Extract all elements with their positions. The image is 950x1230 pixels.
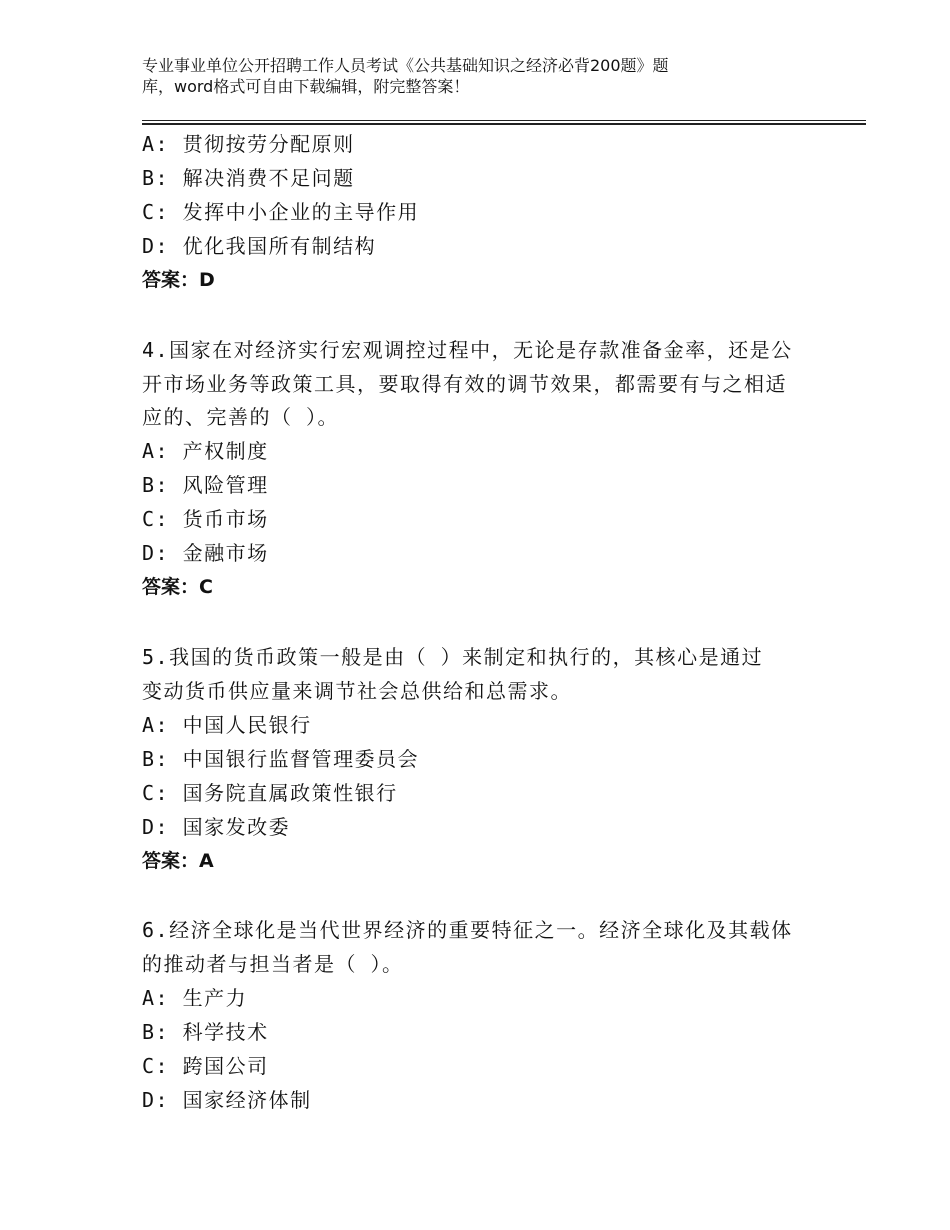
q5-answer: 答案：A [142,850,214,872]
q4-option-b: B: 风险管理 [142,473,269,497]
header-line-1: 专业事业单位公开招聘工作人员考试《公共基础知识之经济必背200题》题 [142,56,669,75]
q4-stem-line-2: 开市场业务等政策工具，要取得有效的调节效果，都需要有与之相适 [142,372,787,396]
q6-option-b: B: 科学技术 [142,1020,269,1044]
q6-option-c: C: 跨国公司 [142,1054,269,1078]
q6-stem-line-1: 6.经济全球化是当代世界经济的重要特征之一。经济全球化及其载体 [142,918,793,942]
q3-option-c: C: 发挥中小企业的主导作用 [142,200,420,224]
q4-option-a: A: 产权制度 [142,439,269,463]
q3-answer: 答案：D [142,269,215,291]
q4-option-c: C: 货币市场 [142,507,269,531]
q6-option-d: D: 国家经济体制 [142,1088,312,1112]
q6-option-a: A: 生产力 [142,986,248,1010]
q4-stem-line-3: 应的、完善的（ ）。 [142,405,340,429]
q3-option-d: D: 优化我国所有制结构 [142,234,377,258]
q5-stem-line-2: 变动货币供应量来调节社会总供给和总需求。 [142,679,572,703]
q3-option-a: A: 贯彻按劳分配原则 [142,132,355,156]
q3-option-b: B: 解决消费不足问题 [142,166,355,190]
q5-option-c: C: 国务院直属政策性银行 [142,781,398,805]
q5-option-b: B: 中国银行监督管理委员会 [142,747,420,771]
header-rule-thin [142,120,866,121]
q5-option-d: D: 国家发改委 [142,815,291,839]
q6-stem-line-2: 的推动者与担当者是（ ）。 [142,952,404,976]
q4-option-d: D: 金融市场 [142,541,269,565]
q4-answer: 答案：C [142,576,213,598]
q5-stem-line-1: 5.我国的货币政策一般是由（ ）来制定和执行的，其核心是通过 [142,645,764,669]
header-line-2: 库，word格式可自由下载编辑，附完整答案！ [142,77,470,96]
document-header [142,55,782,97]
header-rule-thick [142,123,866,125]
q4-stem-line-1: 4.国家在对经济实行宏观调控过程中，无论是存款准备金率，还是公 [142,338,793,362]
q5-option-a: A: 中国人民银行 [142,713,312,737]
